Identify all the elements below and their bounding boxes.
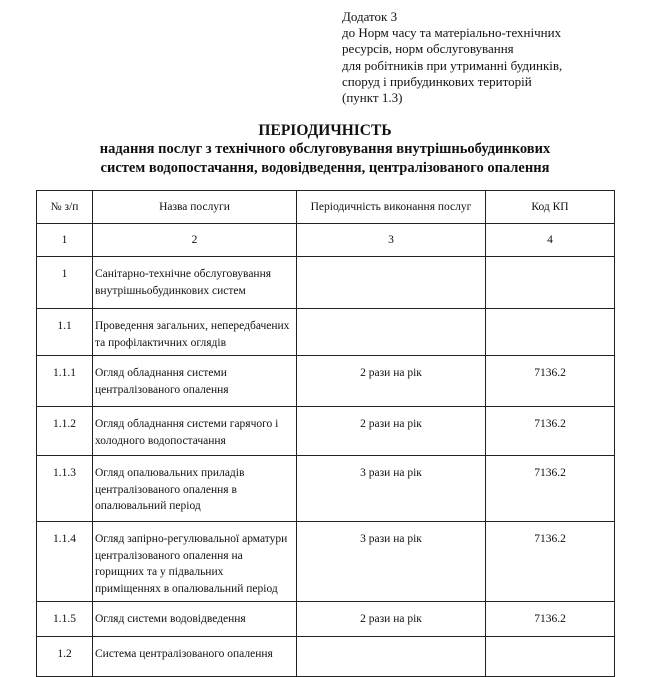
appendix-line: для робітників при утриманні будинків, [342, 57, 563, 73]
row-frequency: 3 рази на рік [297, 456, 486, 522]
row-frequency: 2 рази на рік [297, 407, 486, 456]
column-number: 1 [37, 224, 93, 257]
table-header-row [37, 191, 615, 224]
appendix-line: Додаток 3 [342, 9, 398, 24]
services-table [36, 190, 615, 677]
row-service-name: Огляд обладнання системи централізованого опалення [93, 356, 297, 407]
table-row [37, 407, 615, 456]
row-code: 7136.2 [486, 602, 615, 637]
header-service-name: Назва послуги [93, 191, 297, 224]
column-number: 4 [486, 224, 615, 257]
title-main: ПЕРІОДИЧНІСТЬ [258, 122, 392, 139]
table-row [37, 356, 615, 407]
row-service-name: Система централізованого опалення [93, 637, 297, 677]
row-code: 7136.2 [486, 356, 615, 407]
row-number: 1.1.2 [37, 407, 93, 456]
appendix-line: до Норм часу та матеріально-технічних [342, 25, 562, 41]
column-number: 3 [297, 224, 486, 257]
document-title [0, 122, 650, 178]
row-service-name: Проведення загальних, непередбачених та профілактичних оглядів [93, 309, 297, 356]
row-number: 1.1 [37, 309, 93, 356]
table-row [37, 522, 615, 602]
row-service-name: Огляд запірно-регулювальної арматури централізованого опалення на горищних та у підвальних приміщеннях в опалювальний період [93, 522, 297, 602]
appendix-line: споруд і прибудинкових територій [342, 73, 532, 89]
row-code: 7136.2 [486, 456, 615, 522]
row-frequency: 2 рази на рік [297, 602, 486, 637]
title-sub-line: систем водопостачання, водовідведення, централізованого опалення [100, 160, 550, 176]
row-code: 7136.2 [486, 407, 615, 456]
appendix-line: (пункт 1.3) [342, 90, 403, 106]
row-number: 1 [37, 257, 93, 309]
row-service-name: Огляд системи водовідведення [93, 602, 297, 637]
column-number: 2 [93, 224, 297, 257]
row-frequency: 2 рази на рік [297, 356, 486, 407]
row-frequency [297, 257, 486, 309]
appendix-line: ресурсів, норм обслуговування [342, 41, 514, 57]
header-frequency: Періодичність виконання послуг [297, 191, 486, 224]
row-number: 1.1.5 [37, 602, 93, 637]
row-code [486, 309, 615, 356]
row-number: 1.1.3 [37, 456, 93, 522]
appendix-note [342, 9, 562, 106]
row-code: 7136.2 [486, 522, 615, 602]
table-row [37, 456, 615, 522]
table-row [37, 602, 615, 637]
header-number: № з/п [37, 191, 93, 224]
row-frequency: 3 рази на рік [297, 522, 486, 602]
row-code [486, 257, 615, 309]
column-number-row [37, 224, 615, 257]
row-number: 1.2 [37, 637, 93, 677]
title-sub-line: надання послуг з технічного обслуговування внутрішньобудинкових [99, 141, 551, 157]
row-number: 1.1.4 [37, 522, 93, 602]
row-service-name: Огляд обладнання системи гарячого і холодного водопостачання [93, 407, 297, 456]
row-service-name: Санітарно-технічне обслуговування внутрішньобудинкових систем [93, 257, 297, 309]
row-service-name: Огляд опалювальних приладів централізованого опалення в опалювальний період [93, 456, 297, 522]
row-frequency [297, 309, 486, 356]
header-code: Код КП [486, 191, 615, 224]
table-row [37, 257, 615, 309]
table-row [37, 309, 615, 356]
row-number: 1.1.1 [37, 356, 93, 407]
